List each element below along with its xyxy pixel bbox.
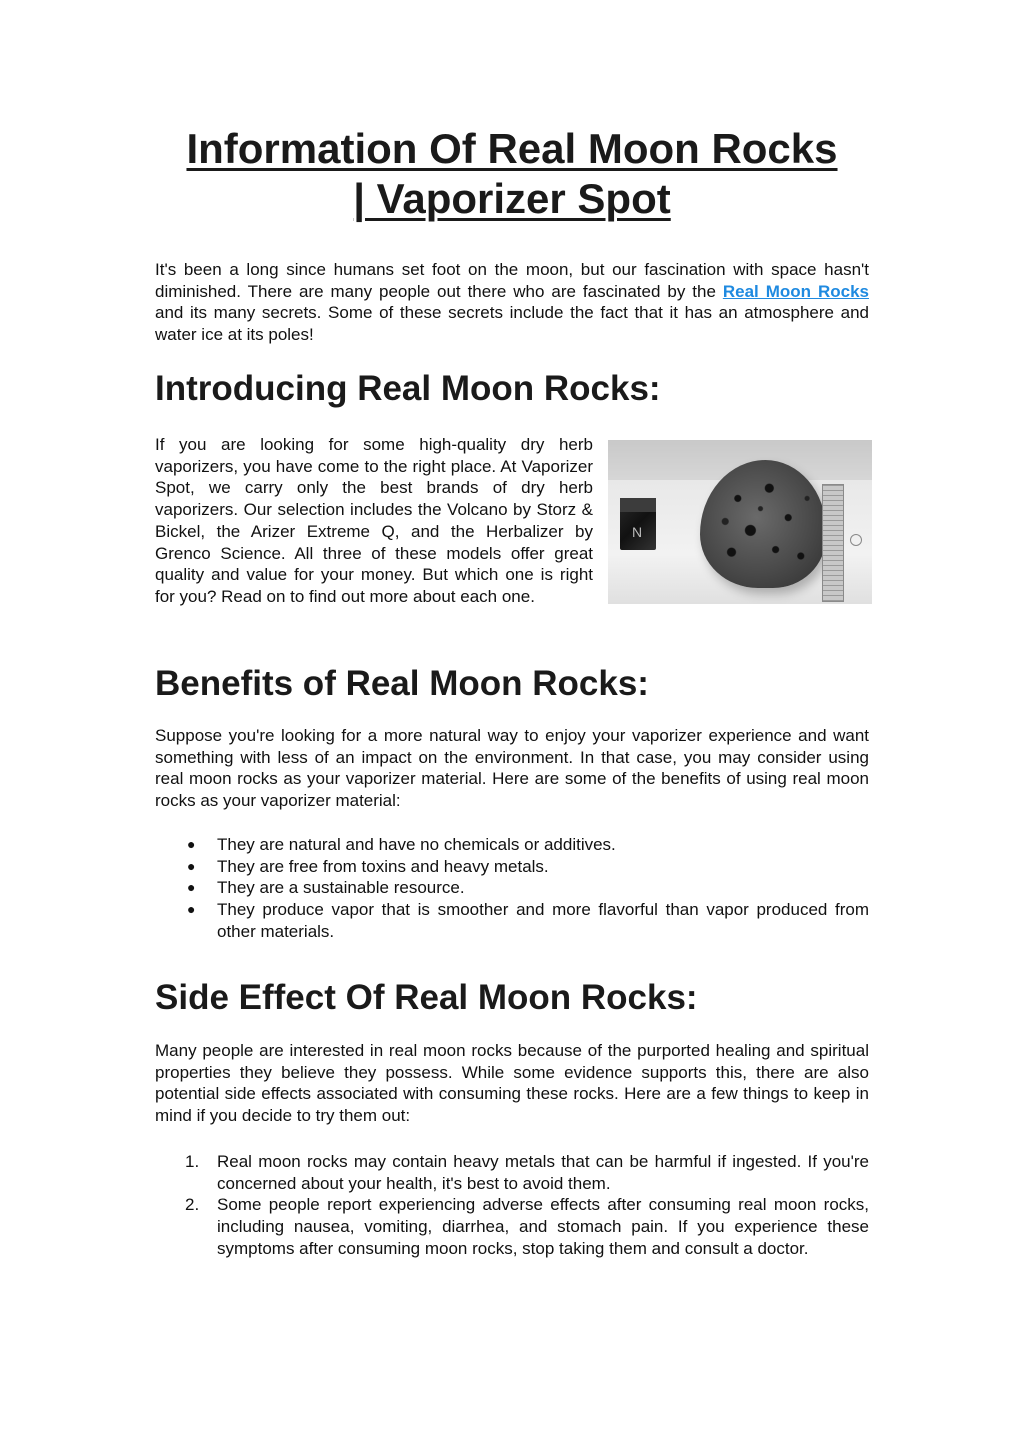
moon-rock-photo	[608, 440, 872, 604]
section-heading-side-effect: Side Effect Of Real Moon Rocks:	[155, 978, 698, 1017]
bullet-marker: ●	[187, 836, 196, 852]
bullet-text: They are a sustainable resource.	[217, 878, 465, 898]
bullet-text: They are free from toxins and heavy metals.	[217, 856, 549, 876]
list-item	[155, 856, 869, 878]
benefits-paragraph: Suppose you're looking for a more natural way to enjoy your vaporizer experience and want something with less of an impact on the environment. In that case, you may consider using real moon rocks as your vaporizer material. Here are some of the benefits of using real moon rocks as your vaporizer material:	[155, 726, 869, 811]
list-item	[155, 1151, 869, 1194]
side-effect-numbered-list	[155, 1151, 869, 1260]
intro-paragraph	[155, 259, 869, 346]
list-item	[155, 877, 869, 899]
title-line-2: | Vaporizer Spot	[353, 175, 671, 222]
benefits-bullet-list	[155, 834, 869, 943]
introducing-paragraph: If you are looking for some high-quality dry herb vaporizers, you have come to the right place. At Vaporizer Spot, we carry only the best brands of dry herb vaporizers. Our selection includes the Volcano by Storz & Bickel, the Arizer Extreme Q, and the Herbalizer by Grenco Science. All three of these models offer great quality and value for your money. But which one is right for you? Read on to find out more about each one.	[155, 435, 593, 606]
real-moon-rocks-link[interactable]: Real Moon Rocks	[722, 281, 869, 301]
list-item	[155, 834, 869, 856]
bullet-marker: ●	[187, 879, 196, 896]
page-title	[155, 124, 869, 224]
list-item	[155, 899, 869, 942]
side-effect-paragraph: Many people are interested in real moon rocks because of the purported healing and spiritual properties they believe they possess. While some evidence supports this, there are also potential side effects associated with consuming these rocks. Here are a few things to keep in mind if you decide to try them out:	[155, 1041, 869, 1126]
intro-text-before-link: It's been a long since humans set foot on the moon, but our fascination with space hasn't diminished. There are many people out there who are fascinated by the	[155, 260, 869, 301]
bullet-marker: ●	[187, 857, 196, 874]
title-line-1: Information Of Real Moon Rocks	[186, 125, 838, 172]
scale-mark	[850, 534, 862, 546]
scale-ruler	[822, 484, 844, 602]
orientation-cube	[620, 498, 656, 550]
list-item	[155, 1194, 869, 1259]
section-heading-benefits: Benefits of Real Moon Rocks:	[155, 664, 649, 703]
numbered-item-text: Some people report experiencing adverse effects after consuming real moon rocks, including nausea, vomiting, diarrhea, and stomach pain. If you experience these symptoms after consuming moon rocks, stop taking them and consult a doctor.	[217, 1195, 869, 1258]
section-heading-introducing: Introducing Real Moon Rocks:	[155, 369, 661, 408]
bullet-text: They produce vapor that is smoother and more flavorful than vapor produced from other materials.	[217, 900, 869, 941]
intro-text-after-link: and its many secrets. Some of these secrets include the fact that it has an atmosphere and water ice at its poles!	[155, 303, 869, 345]
bullet-text: They are natural and have no chemicals or additives.	[217, 835, 616, 854]
number-marker: 1.	[185, 1152, 200, 1171]
bullet-marker: ●	[187, 901, 196, 918]
numbered-item-text: Real moon rocks may contain heavy metals that can be harmful if ingested. If you're concerned about your health, it's best to avoid them.	[217, 1152, 869, 1193]
number-marker: 2.	[185, 1195, 200, 1215]
